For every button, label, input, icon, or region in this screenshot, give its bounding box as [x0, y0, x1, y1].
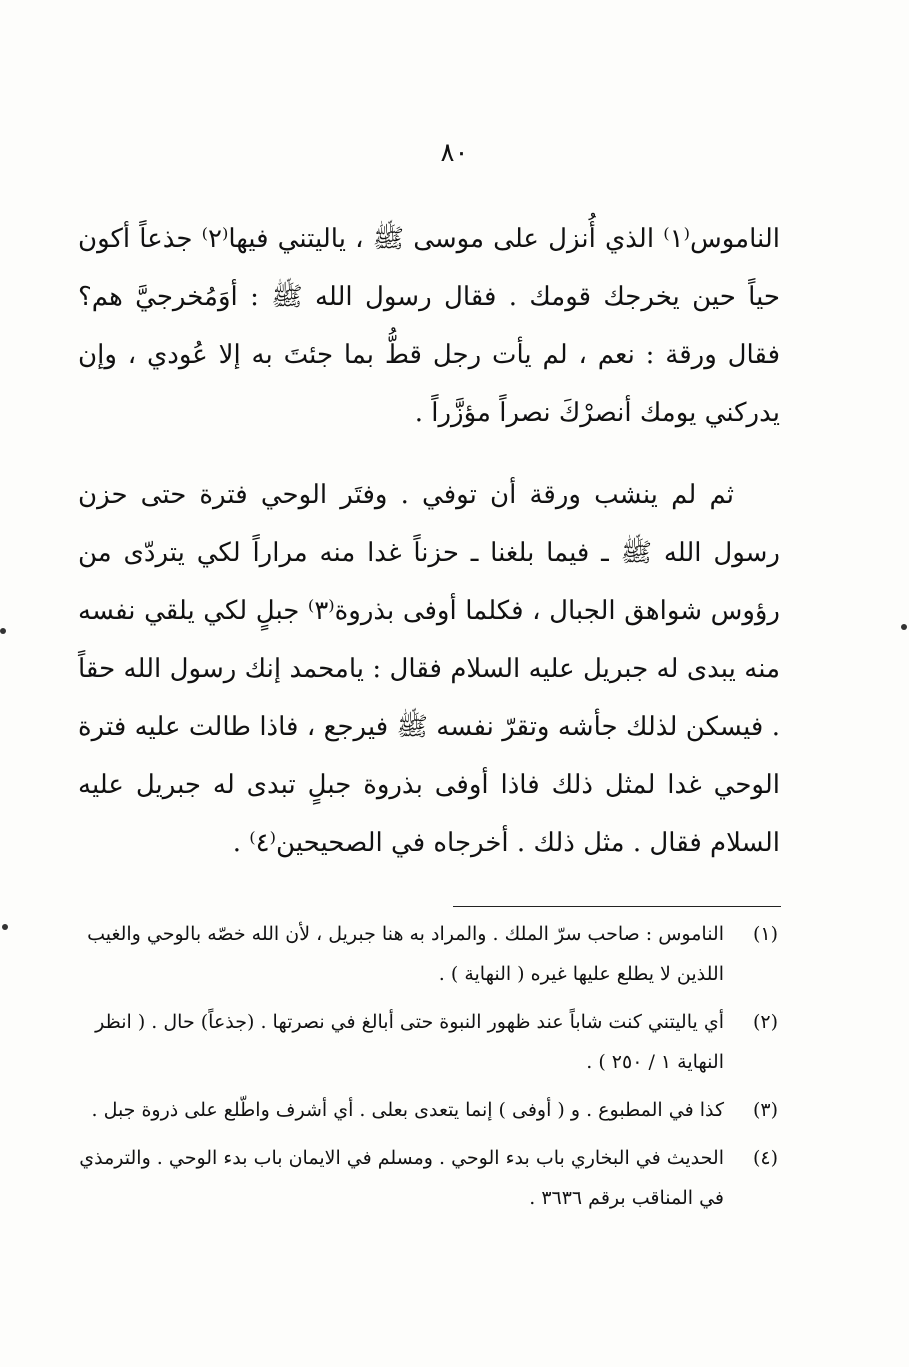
footnote-number: (٢): [752, 1011, 778, 1033]
paragraph: ثم لم ينشب ورقة أن توفي . وفتَر الوحي فترة حتى حزن رسول الله ﷺ ـ فيما بلغنا ـ حزناً غدا منه مراراً لكي يتردّى من رؤوس شواهق الجبال ، فكلما أوفى بذروة⁽٣⁾ جبلٍ لكي يلقي نفسه منه يبدى له جبريل عليه السلام فقال : يامحمد إنك رسول الله حقاً . فيسكن لذلك جأشه وتقرّ نفسه ﷺ فيرجع ، فاذا طالت عليه فترة الوحي غدا لمثل ذلك فاذا أوفى بذروة جبلٍ تبدى له جبريل عليه السلام فقال . مثل ذلك . أخرجاه في الصحيحين⁽٤⁾ .: [78, 480, 780, 858]
footnote-number: (٣): [752, 1099, 778, 1121]
footnote-text: كذا في المطبوع . و ( أوفى ) إنما يتعدى بعلى . أي أشرف واطّلع على ذروة جبل .: [91, 1099, 724, 1121]
footnote-text: الناموس : صاحب سرّ الملك . والمراد به هنا جبريل ، لأن الله خصّه بالوحي والغيب اللذين لا يطلع عليها غيره ( النهاية ) .: [87, 923, 724, 985]
footnotes: [78, 914, 778, 1226]
footnote-number: (١): [752, 923, 778, 945]
paragraph: الناموس⁽١⁾ الذي أُنزل على موسى ﷺ ، ياليتني فيها⁽٢⁾ جذعاً أكون حياً حين يخرجك قومك . فقال رسول الله ﷺ : أوَمُخرجيَّ هم؟ فقال ورقة : نعم ، لم يأت رجل قطُّ بما جئتَ به إلا عُودي ، وإن يدركني يومك أنصرْكَ نصراً مؤزَّراً .: [78, 224, 780, 428]
scan-mark: [2, 924, 8, 930]
footnote: [78, 1138, 778, 1218]
page-number: ٨٠: [440, 138, 469, 168]
footnote-text: الحديث في البخاري باب بدء الوحي . ومسلم في الايمان باب بدء الوحي . والترمذي في المناقب برقم ٣٦٣٦ .: [79, 1147, 724, 1209]
scan-mark: [901, 624, 907, 630]
footnote-divider: [453, 906, 781, 907]
footnote: [78, 1090, 778, 1130]
scan-mark: [0, 628, 6, 634]
footnote-number: (٤): [752, 1147, 778, 1169]
footnote-text: أي ياليتني كنت شاباً عند ظهور النبوة حتى أبالغ في نصرتها . (جذعاً) حال . ( انظر النهاية ١ / ٢٥٠ ) .: [95, 1011, 724, 1073]
footnote: [78, 1002, 778, 1082]
main-text: [78, 210, 780, 872]
footnote: [78, 914, 778, 994]
